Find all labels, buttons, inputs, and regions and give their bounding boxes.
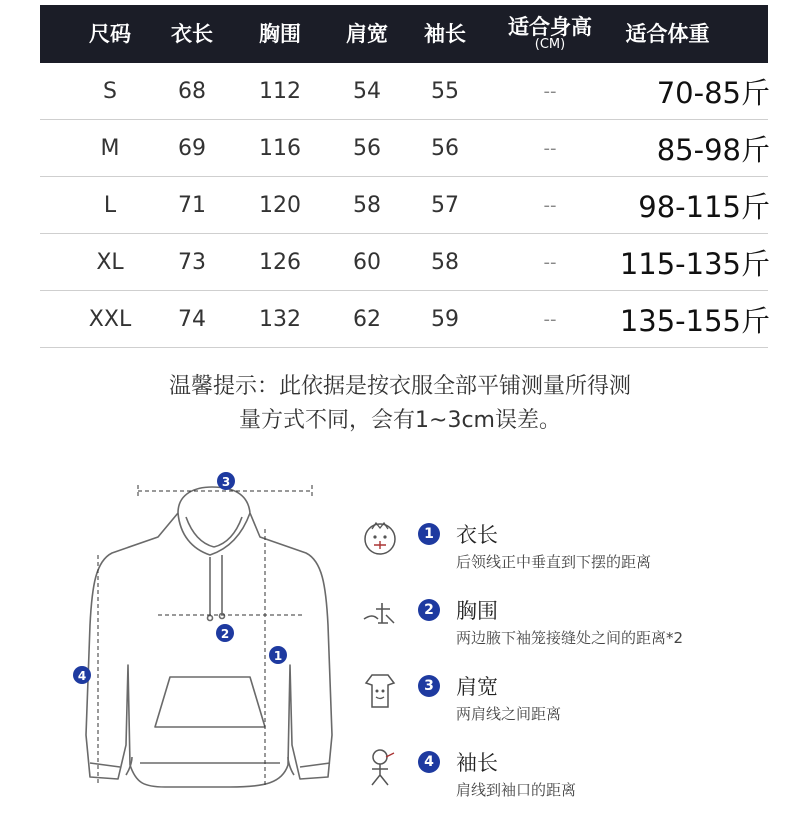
hoodie-outline — [86, 487, 332, 787]
length-cell: 73 — [178, 249, 206, 275]
flying-character-icon — [360, 593, 400, 637]
legend-number: 3 — [418, 675, 440, 697]
weight-cell: 135-155斤 — [619, 303, 770, 338]
legend-item-chest — [360, 591, 800, 667]
shoulder-cell: 54 — [353, 78, 381, 104]
size-cell: XXL — [88, 306, 132, 332]
legend-title: 衣长 — [456, 523, 498, 547]
chest-cell: 132 — [259, 306, 301, 332]
header-height — [495, 5, 605, 63]
header-shoulder: 肩宽 — [346, 21, 388, 46]
legend-title: 袖长 — [456, 751, 498, 775]
length-cell: 71 — [178, 192, 206, 218]
size-cell: M — [100, 135, 120, 161]
height-cell: -- — [543, 194, 557, 216]
weight-cell: 70-85斤 — [656, 75, 770, 110]
legend-description: 两肩线之间距离 — [456, 705, 562, 723]
shoulder-cell: 62 — [353, 306, 381, 332]
note-line-1: 温馨提示：此依据是按衣服全部平铺测量所得测 — [168, 374, 631, 399]
chest-cell: 126 — [259, 249, 301, 275]
sleeve-cell: 56 — [431, 135, 459, 161]
header-height-label: 适合身高 — [508, 15, 592, 40]
measurement-legend — [360, 515, 800, 819]
table-header — [40, 5, 768, 63]
svg-text:1: 1 — [273, 649, 283, 663]
chest-cell: 116 — [259, 135, 301, 161]
header-weight: 适合体重 — [625, 21, 710, 46]
table-row — [40, 63, 768, 120]
legend-item-sleeve — [360, 743, 800, 819]
sleeve-cell: 57 — [431, 192, 459, 218]
weight-cell: 85-98斤 — [656, 132, 770, 167]
table-row — [40, 120, 768, 177]
sleeve-cell: 55 — [431, 78, 459, 104]
table-row — [40, 291, 768, 348]
tshirt-character-icon — [360, 669, 400, 713]
header-sleeve: 袖长 — [424, 21, 466, 46]
chest-cell: 120 — [259, 192, 301, 218]
size-cell: S — [103, 78, 117, 104]
sleeve-cell: 58 — [431, 249, 459, 275]
shoulder-cell: 58 — [353, 192, 381, 218]
shoulder-cell: 60 — [353, 249, 381, 275]
chest-cell: 112 — [259, 78, 301, 104]
header-length: 衣长 — [171, 21, 213, 46]
size-chart-table — [40, 5, 768, 348]
hoodie-measurement-diagram — [60, 465, 360, 800]
length-cell: 69 — [178, 135, 206, 161]
legend-item-length — [360, 515, 800, 591]
legend-item-shoulder — [360, 667, 800, 743]
legend-number: 2 — [418, 599, 440, 621]
length-cell: 68 — [178, 78, 206, 104]
badge-length — [269, 646, 287, 664]
legend-number: 1 — [418, 523, 440, 545]
badge-chest — [216, 624, 234, 642]
length-cell: 74 — [178, 306, 206, 332]
table-row — [40, 177, 768, 234]
size-cell: L — [103, 192, 117, 218]
svg-text:2: 2 — [220, 627, 230, 641]
badge-shoulder — [217, 472, 235, 490]
height-cell: -- — [543, 137, 557, 159]
weight-cell: 98-115斤 — [638, 189, 770, 224]
header-size: 尺码 — [89, 21, 131, 46]
running-character-icon — [360, 745, 400, 789]
legend-description: 肩线到袖口的距离 — [456, 781, 577, 799]
weight-cell: 115-135斤 — [619, 246, 770, 281]
measurement-note — [0, 370, 800, 438]
svg-text:3: 3 — [221, 475, 231, 489]
legend-title: 肩宽 — [456, 675, 498, 699]
table-body — [40, 63, 768, 348]
legend-title: 胸围 — [456, 599, 498, 623]
svg-text:4: 4 — [77, 669, 87, 683]
sleeve-cell: 59 — [431, 306, 459, 332]
height-cell: -- — [543, 308, 557, 330]
legend-description: 两边腋下袖笼接缝处之间的距离*2 — [456, 629, 684, 647]
header-height-unit: (CM) — [534, 37, 566, 53]
header-chest: 胸围 — [259, 21, 301, 46]
note-line-2: 量方式不同，会有1~3cm误差。 — [239, 408, 561, 433]
height-cell: -- — [543, 80, 557, 102]
size-cell: XL — [96, 249, 124, 275]
legend-description: 后领线正中垂直到下摆的距离 — [456, 553, 652, 571]
height-cell: -- — [543, 251, 557, 273]
legend-number: 4 — [418, 751, 440, 773]
badge-sleeve — [73, 666, 91, 684]
cartoon-character-icon — [360, 517, 400, 561]
table-row — [40, 234, 768, 291]
shoulder-cell: 56 — [353, 135, 381, 161]
